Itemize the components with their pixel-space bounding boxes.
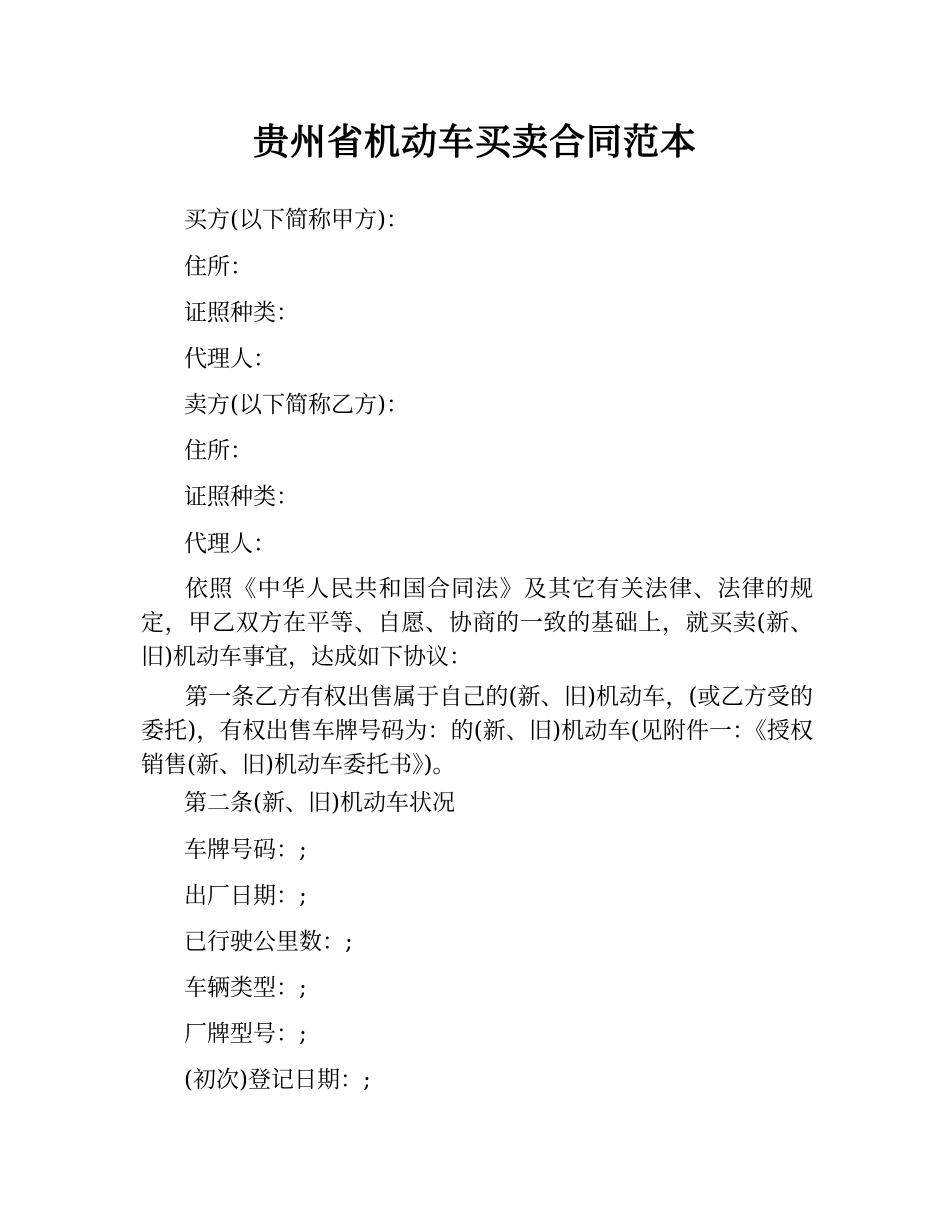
preamble-paragraph: 依照《中华人民共和国合同法》及其它有关法律、法律的规定，甲乙双方在平等、自愿、协商的一致的基础上，就买卖(新、旧)机动车事宜，达成如下协议： <box>141 576 813 670</box>
seller-address: 住所： <box>184 438 253 464</box>
buyer-id-type: 证照种类： <box>184 300 299 326</box>
article-1-paragraph: 第一条乙方有权出售属于自己的(新、旧)机动车，(或乙方受的委托)，有权出售车牌号码为：的(新、旧)机动车(见附件一：《授权销售(新、旧)机动车委托书》)。 <box>141 684 813 778</box>
buyer-agent: 代理人： <box>184 346 276 372</box>
vehicle-field-plate-number: 车牌号码：; <box>184 837 307 863</box>
seller-id-type: 证照种类： <box>184 484 299 510</box>
buyer-address: 住所： <box>184 254 253 280</box>
document-title: 贵州省机动车买卖合同范本 <box>252 122 697 163</box>
vehicle-field-manufacture-date: 出厂日期：; <box>184 883 307 909</box>
vehicle-field-brand-model: 厂牌型号：; <box>184 1021 307 1047</box>
vehicle-field-mileage: 已行驶公里数：; <box>184 929 353 955</box>
seller-heading: 卖方(以下简称乙方)： <box>184 392 409 418</box>
article-2-heading: 第二条(新、旧)机动车状况 <box>184 790 455 816</box>
vehicle-field-vehicle-type: 车辆类型：; <box>184 975 307 1001</box>
vehicle-field-registration-date: (初次)登记日期：; <box>184 1067 371 1093</box>
seller-agent: 代理人： <box>184 531 276 557</box>
buyer-heading: 买方(以下简称甲方)： <box>184 207 409 233</box>
